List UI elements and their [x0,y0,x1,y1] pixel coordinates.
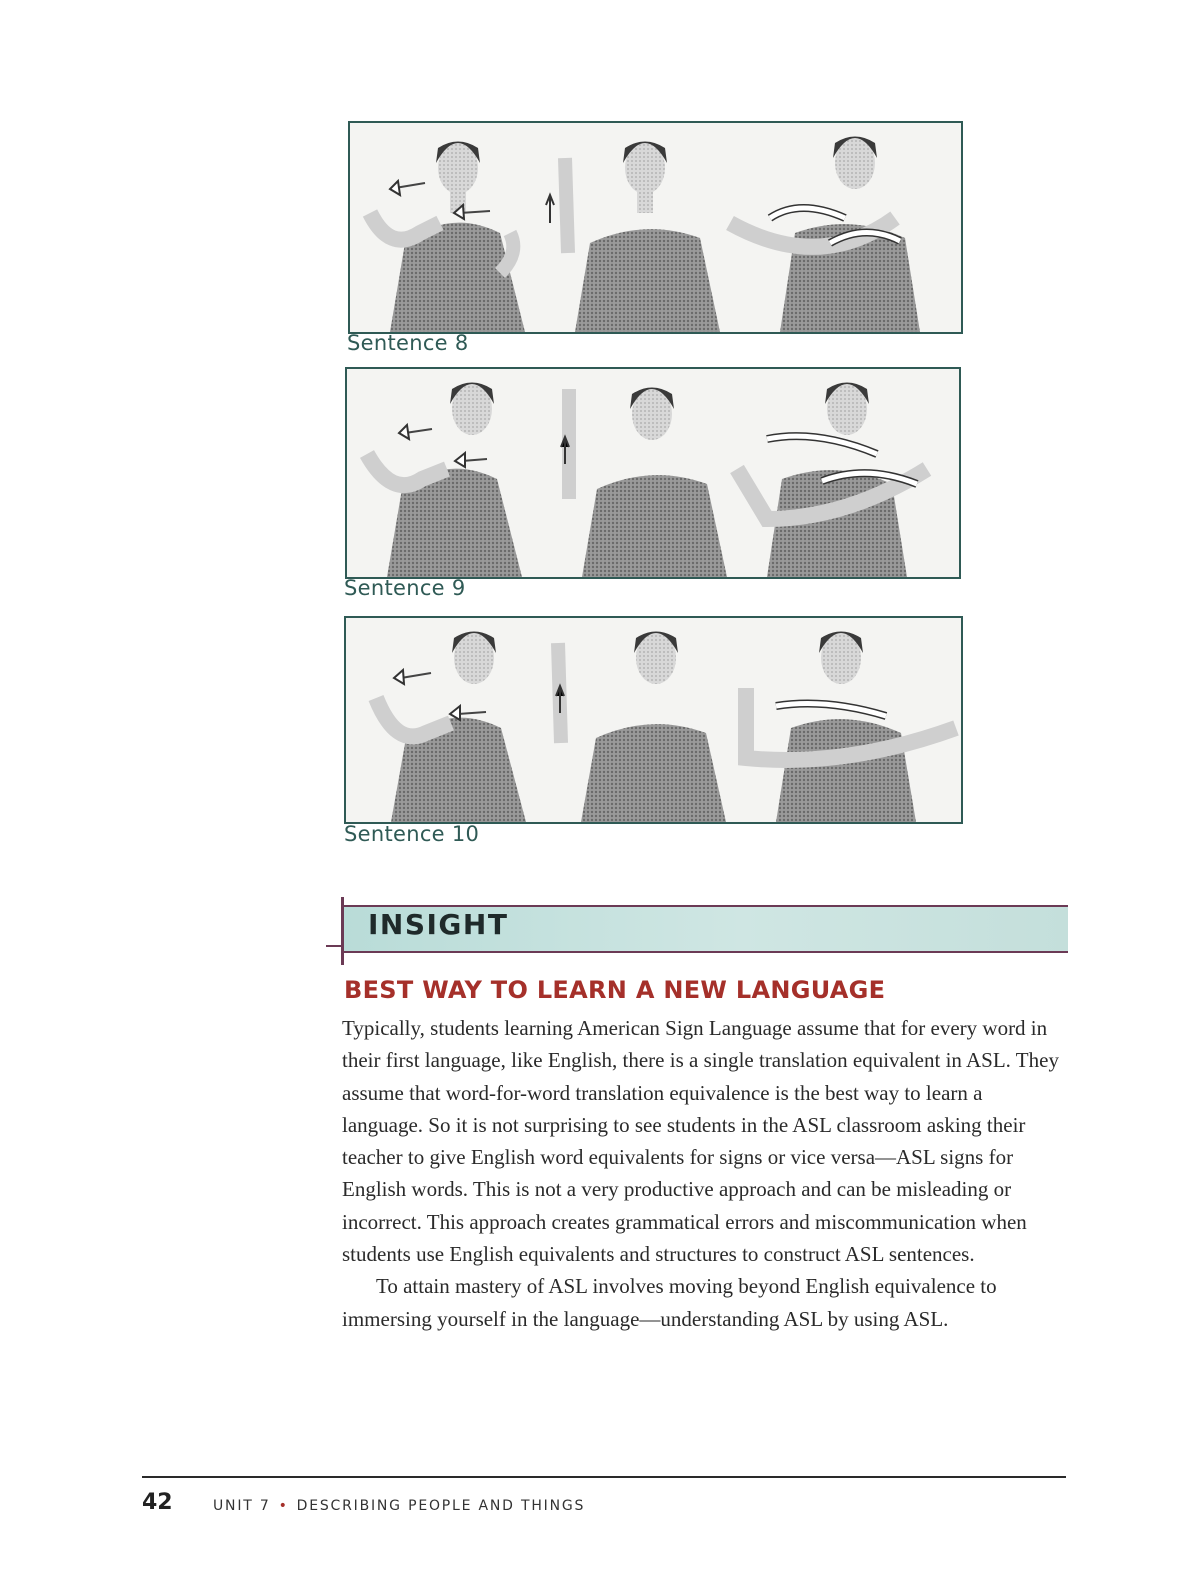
insight-heading: BEST WAY TO LEARN A NEW LANGUAGE [344,976,886,1004]
signer-figure [746,632,956,823]
panel-caption-3: Sentence 10 [344,822,480,846]
signer-photos-1 [350,123,961,332]
insight-body [342,1012,1068,1335]
page-number: 42 [142,1490,173,1515]
sign-photo-panel-1 [348,121,963,334]
panel-caption-2: Sentence 9 [344,576,466,600]
panel-caption-1: Sentence 8 [347,331,469,355]
sign-photo-panel-2 [345,367,961,579]
signer-photos-2 [347,369,959,577]
signer-figure [546,142,720,333]
signer-figure [367,383,522,578]
insight-label: INSIGHT [368,908,509,941]
sign-photo-panel-3 [344,616,963,824]
signer-figure [730,137,920,333]
insight-paragraph-2: To attain mastery of ASL involves moving beyond English equivalence to immersing yourself in the language—understanding ASL by using ASL. [342,1274,997,1331]
insight-paragraph-1: Typically, students learning American Sign Language assume that for every word in their first language, like English, there is a single translation equivalent in ASL. They assume that word-for-word translation equivalence is the best way to learn a language. So it is not surprising to see students in the ASL classroom asking their teacher to give English word equivalents for signs or vice versa—ASL signs for English words. This is not a very productive approach and can be misleading or incorrect. This approach creates grammatical errors and miscommunication when students use English equivalents and structures to construct ASL sentences. [342,1016,1059,1267]
signer-figure [561,388,727,578]
signer-figure [737,383,927,578]
footer-unit: UNIT 7 [213,1498,271,1514]
signer-figure [556,632,726,823]
signer-figure [376,632,526,823]
signer-photos-3 [346,618,961,822]
footer-title: DESCRIBING PEOPLE AND THINGS [296,1498,586,1514]
footer-rule [142,1476,1066,1478]
insight-tick-rule [326,945,346,947]
bullet-icon: • [278,1498,289,1514]
signer-figure [370,142,525,333]
running-footer [213,1498,585,1514]
